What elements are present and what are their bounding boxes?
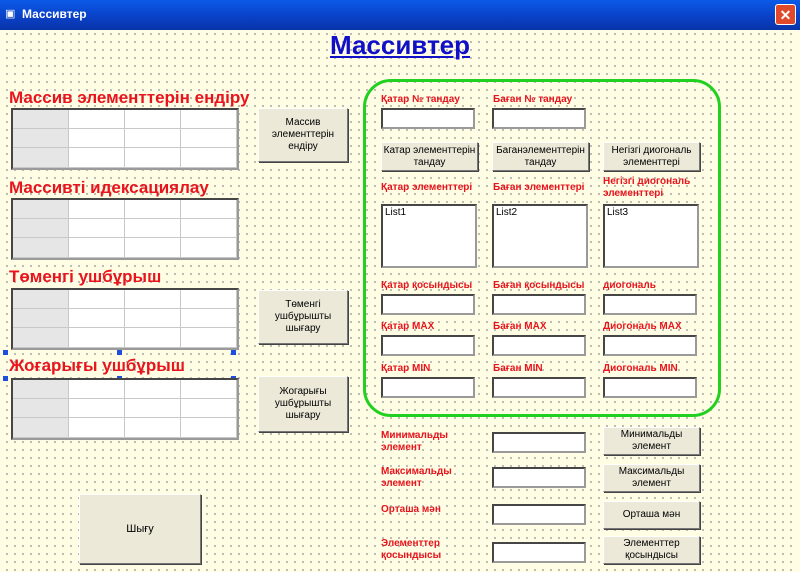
row-max-label: Қатар MAX [381, 321, 435, 332]
select-row-elements-button[interactable]: Катар элементтерін тандау [381, 142, 478, 171]
col-sum-field[interactable] [492, 294, 586, 315]
selection-handle[interactable] [231, 350, 236, 355]
row-select-label: Қатар № тандау [381, 94, 460, 105]
diag-sum-field[interactable] [603, 294, 697, 315]
grid-input[interactable] [11, 108, 239, 170]
heading-lower-triangle: Төменгі ушбұрыш [9, 267, 162, 286]
col-max-label: Баған MAX [493, 321, 547, 332]
row-min-field[interactable] [381, 377, 475, 398]
grid-indexing[interactable] [11, 198, 239, 260]
diag-elements-list[interactable]: List3 [603, 204, 699, 268]
window-title: Массивтер [22, 7, 87, 21]
average-button[interactable]: Орташа мән [603, 501, 700, 529]
main-diagonal-button[interactable]: Негізгі диогональ элементтері [603, 142, 700, 171]
title-bar [0, 0, 800, 30]
col-elements-list[interactable]: List2 [492, 204, 588, 268]
app-icon: ▣ [5, 8, 16, 20]
col-max-field[interactable] [492, 335, 586, 356]
col-min-label: Баған MIN [493, 363, 543, 374]
selection-handle[interactable] [3, 376, 8, 381]
min-element-button[interactable]: Минимальды элемент [603, 427, 700, 455]
diag-min-field[interactable] [603, 377, 697, 398]
heading-indexing: Массивті идексациялау [9, 178, 209, 197]
elements-sum-field[interactable] [492, 542, 586, 563]
row-sum-field[interactable] [381, 294, 475, 315]
row-elements-label: Қатар элементтері [381, 182, 473, 193]
col-elements-label: Баған элементтері [493, 182, 585, 193]
min-element-label: Минимальды элемент [381, 430, 448, 453]
row-min-label: Қатар MIN [381, 363, 431, 374]
max-element-button[interactable]: Максимальды элемент [603, 464, 700, 492]
col-number-input[interactable] [492, 108, 586, 129]
upper-triangle-button[interactable]: Жогарығы ушбұрышты шығару [258, 376, 348, 432]
max-element-label: Максимальды элемент [381, 466, 452, 489]
diag-max-label: Диогональ MAX [603, 321, 682, 332]
grid-upper-triangle[interactable] [11, 378, 239, 440]
average-label: Орташа мән [381, 504, 441, 515]
close-button[interactable]: ✕ [775, 4, 796, 25]
col-min-field[interactable] [492, 377, 586, 398]
row-elements-list[interactable]: List1 [381, 204, 477, 268]
diag-max-field[interactable] [603, 335, 697, 356]
elements-sum-button[interactable]: Элементтер қосындысы [603, 536, 700, 564]
input-elements-button[interactable]: Массив элементтерін ендіру [258, 108, 348, 162]
col-sum-label: Баған қосындысы [493, 280, 585, 291]
diag-elements-label: Негізгі диогональ элементтері [603, 176, 691, 199]
heading-upper-triangle: Жоғарығы ушбұрыш [9, 356, 185, 375]
form-title: Массивтер [329, 30, 471, 60]
elements-sum-label: Элементтер қосындысы [381, 538, 442, 561]
row-number-input[interactable] [381, 108, 475, 129]
selection-handle[interactable] [3, 350, 8, 355]
heading-input: Массив элементтерін ендіру [9, 88, 250, 107]
selection-handle[interactable] [117, 350, 122, 355]
min-element-field[interactable] [492, 432, 586, 453]
average-field[interactable] [492, 504, 586, 525]
form-client-area [3, 30, 797, 572]
col-select-label: Баған № тандау [493, 94, 573, 105]
row-sum-label: Қатар қосындысы [381, 280, 473, 291]
row-max-field[interactable] [381, 335, 475, 356]
exit-button[interactable]: Шығу [79, 494, 201, 564]
select-col-elements-button[interactable]: Баганэлементтерін тандау [492, 142, 589, 171]
diag-min-label: Диогональ MIN [603, 363, 678, 374]
grid-lower-triangle[interactable] [11, 288, 239, 350]
diag-sum-label: диогональ [603, 280, 656, 291]
max-element-field[interactable] [492, 467, 586, 488]
lower-triangle-button[interactable]: Төменгі ушбұрышты шығару [258, 290, 348, 344]
